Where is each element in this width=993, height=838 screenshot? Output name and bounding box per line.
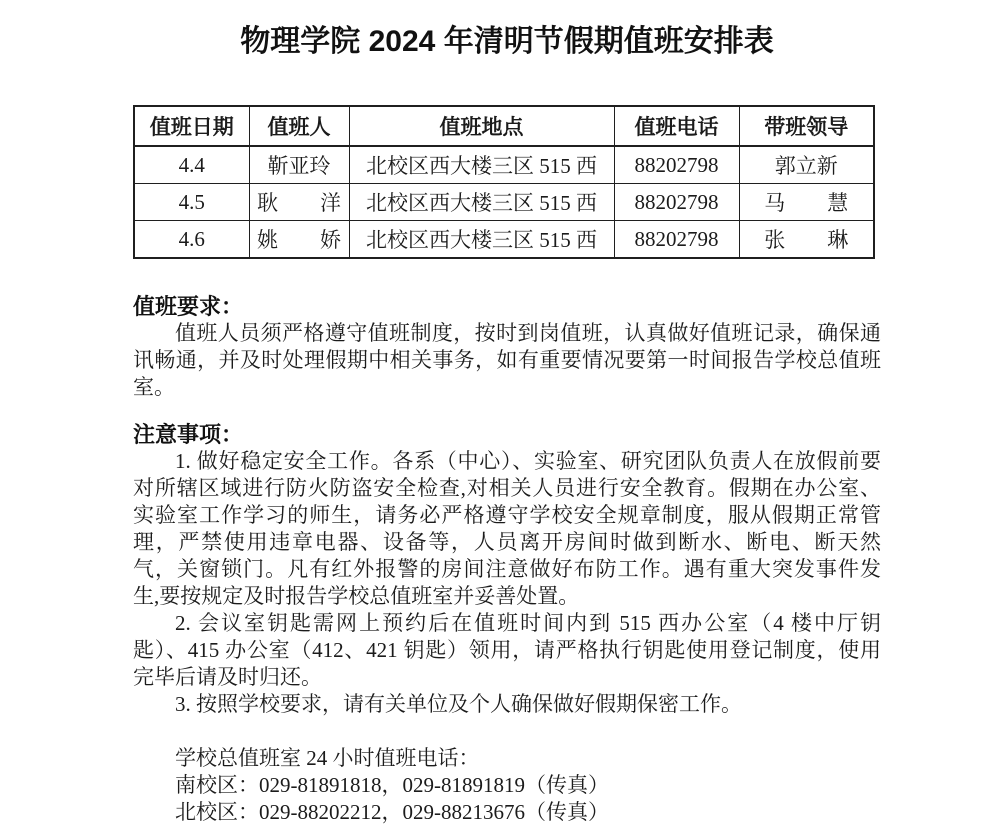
table-cell: 88202798 [614, 221, 739, 259]
table-cell: 88202798 [614, 146, 739, 184]
column-header-duty-date: 值班日期 [134, 106, 249, 146]
table-header-row [134, 106, 874, 146]
text-line: 对所辖区域进行防火防盗安全检查,对相关人员进行安全教育。假期在办公室、 [133, 476, 881, 500]
table-cell: 郭立新 [739, 146, 874, 184]
table-row [134, 184, 874, 221]
table-cell: 北校区西大楼三区 515 西 [349, 184, 614, 221]
column-header-duty-location: 值班地点 [349, 106, 614, 146]
text-line: 2. 会议室钥匙需网上预约后在值班时间内到 515 西办公室（4 楼中厅钥 [175, 611, 881, 635]
text-line: 值班人员须严格遵守值班制度，按时到岗值班，认真做好值班记录，确保通 [175, 321, 881, 345]
text-line: 室。 [133, 375, 175, 399]
table-cell: 88202798 [614, 184, 739, 221]
section-duty-requirements [133, 293, 881, 401]
text-line: 南校区：029-81891818，029-81891819（传真） [175, 773, 609, 797]
table-cell: 4.4 [134, 146, 249, 184]
table-cell: 张 琳 [739, 221, 874, 259]
text-line: 生,要按规定及时报告学校总值班室并妥善处置。 [133, 584, 580, 608]
note-item-2 [133, 610, 881, 691]
table-row [134, 146, 874, 184]
notes-heading: 注意事项： [133, 422, 244, 447]
column-header-duty-phone: 值班电话 [614, 106, 739, 146]
text-line: 讯畅通，并及时处理假期中相关事务，如有重要情况要第一时间报告学校总值班 [133, 348, 881, 372]
table-row [134, 221, 874, 259]
text-line: 1. 做好稳定安全工作。各系（中心）、实验室、研究团队负责人在放假前要 [175, 449, 881, 473]
table-cell: 姚 娇 [249, 221, 349, 259]
text-line: 北校区：029-88202212，029-88213676（传真） [175, 800, 609, 824]
contact-info-block [133, 745, 881, 826]
text-line: 理，严禁使用违章电器、设备等，人员离开房间时做到断水、断电、断天然 [133, 530, 881, 554]
text-line: 3. 按照学校要求，请有关单位及个人确保做好假期保密工作。 [175, 692, 742, 716]
table-body [134, 146, 874, 258]
duty-requirements-heading: 值班要求： [133, 294, 244, 319]
text-line: 气，关窗锁门。凡有红外报警的房间注意做好布防工作。遇有重大突发事件发 [133, 557, 881, 581]
document-title: 物理学院 2024 年清明节假期值班安排表 [240, 25, 774, 58]
note-item-3 [133, 691, 881, 718]
table-cell: 马 慧 [739, 184, 874, 221]
section-notes [133, 421, 881, 718]
text-line: 完毕后请及时归还。 [133, 665, 322, 689]
column-header-duty-leader: 带班领导 [739, 106, 874, 146]
text-line: 学校总值班室 24 小时值班电话： [175, 746, 480, 770]
table-cell: 北校区西大楼三区 515 西 [349, 221, 614, 259]
column-header-duty-person: 值班人 [249, 106, 349, 146]
text-line: 匙）、415 办公室（412、421 钥匙）领用，请严格执行钥匙使用登记制度，使用 [133, 638, 881, 662]
table-cell: 靳亚玲 [249, 146, 349, 184]
text-line: 实验室工作学习的师生，请务必严格遵守学校安全规章制度，服从假期正常管 [133, 503, 881, 527]
duty-schedule-table [133, 105, 875, 259]
duty-requirements-paragraph [133, 320, 881, 401]
table-cell: 4.6 [134, 221, 249, 259]
table-cell: 4.5 [134, 184, 249, 221]
table-cell: 北校区西大楼三区 515 西 [349, 146, 614, 184]
table-cell: 耿 洋 [249, 184, 349, 221]
note-item-1 [133, 448, 881, 610]
